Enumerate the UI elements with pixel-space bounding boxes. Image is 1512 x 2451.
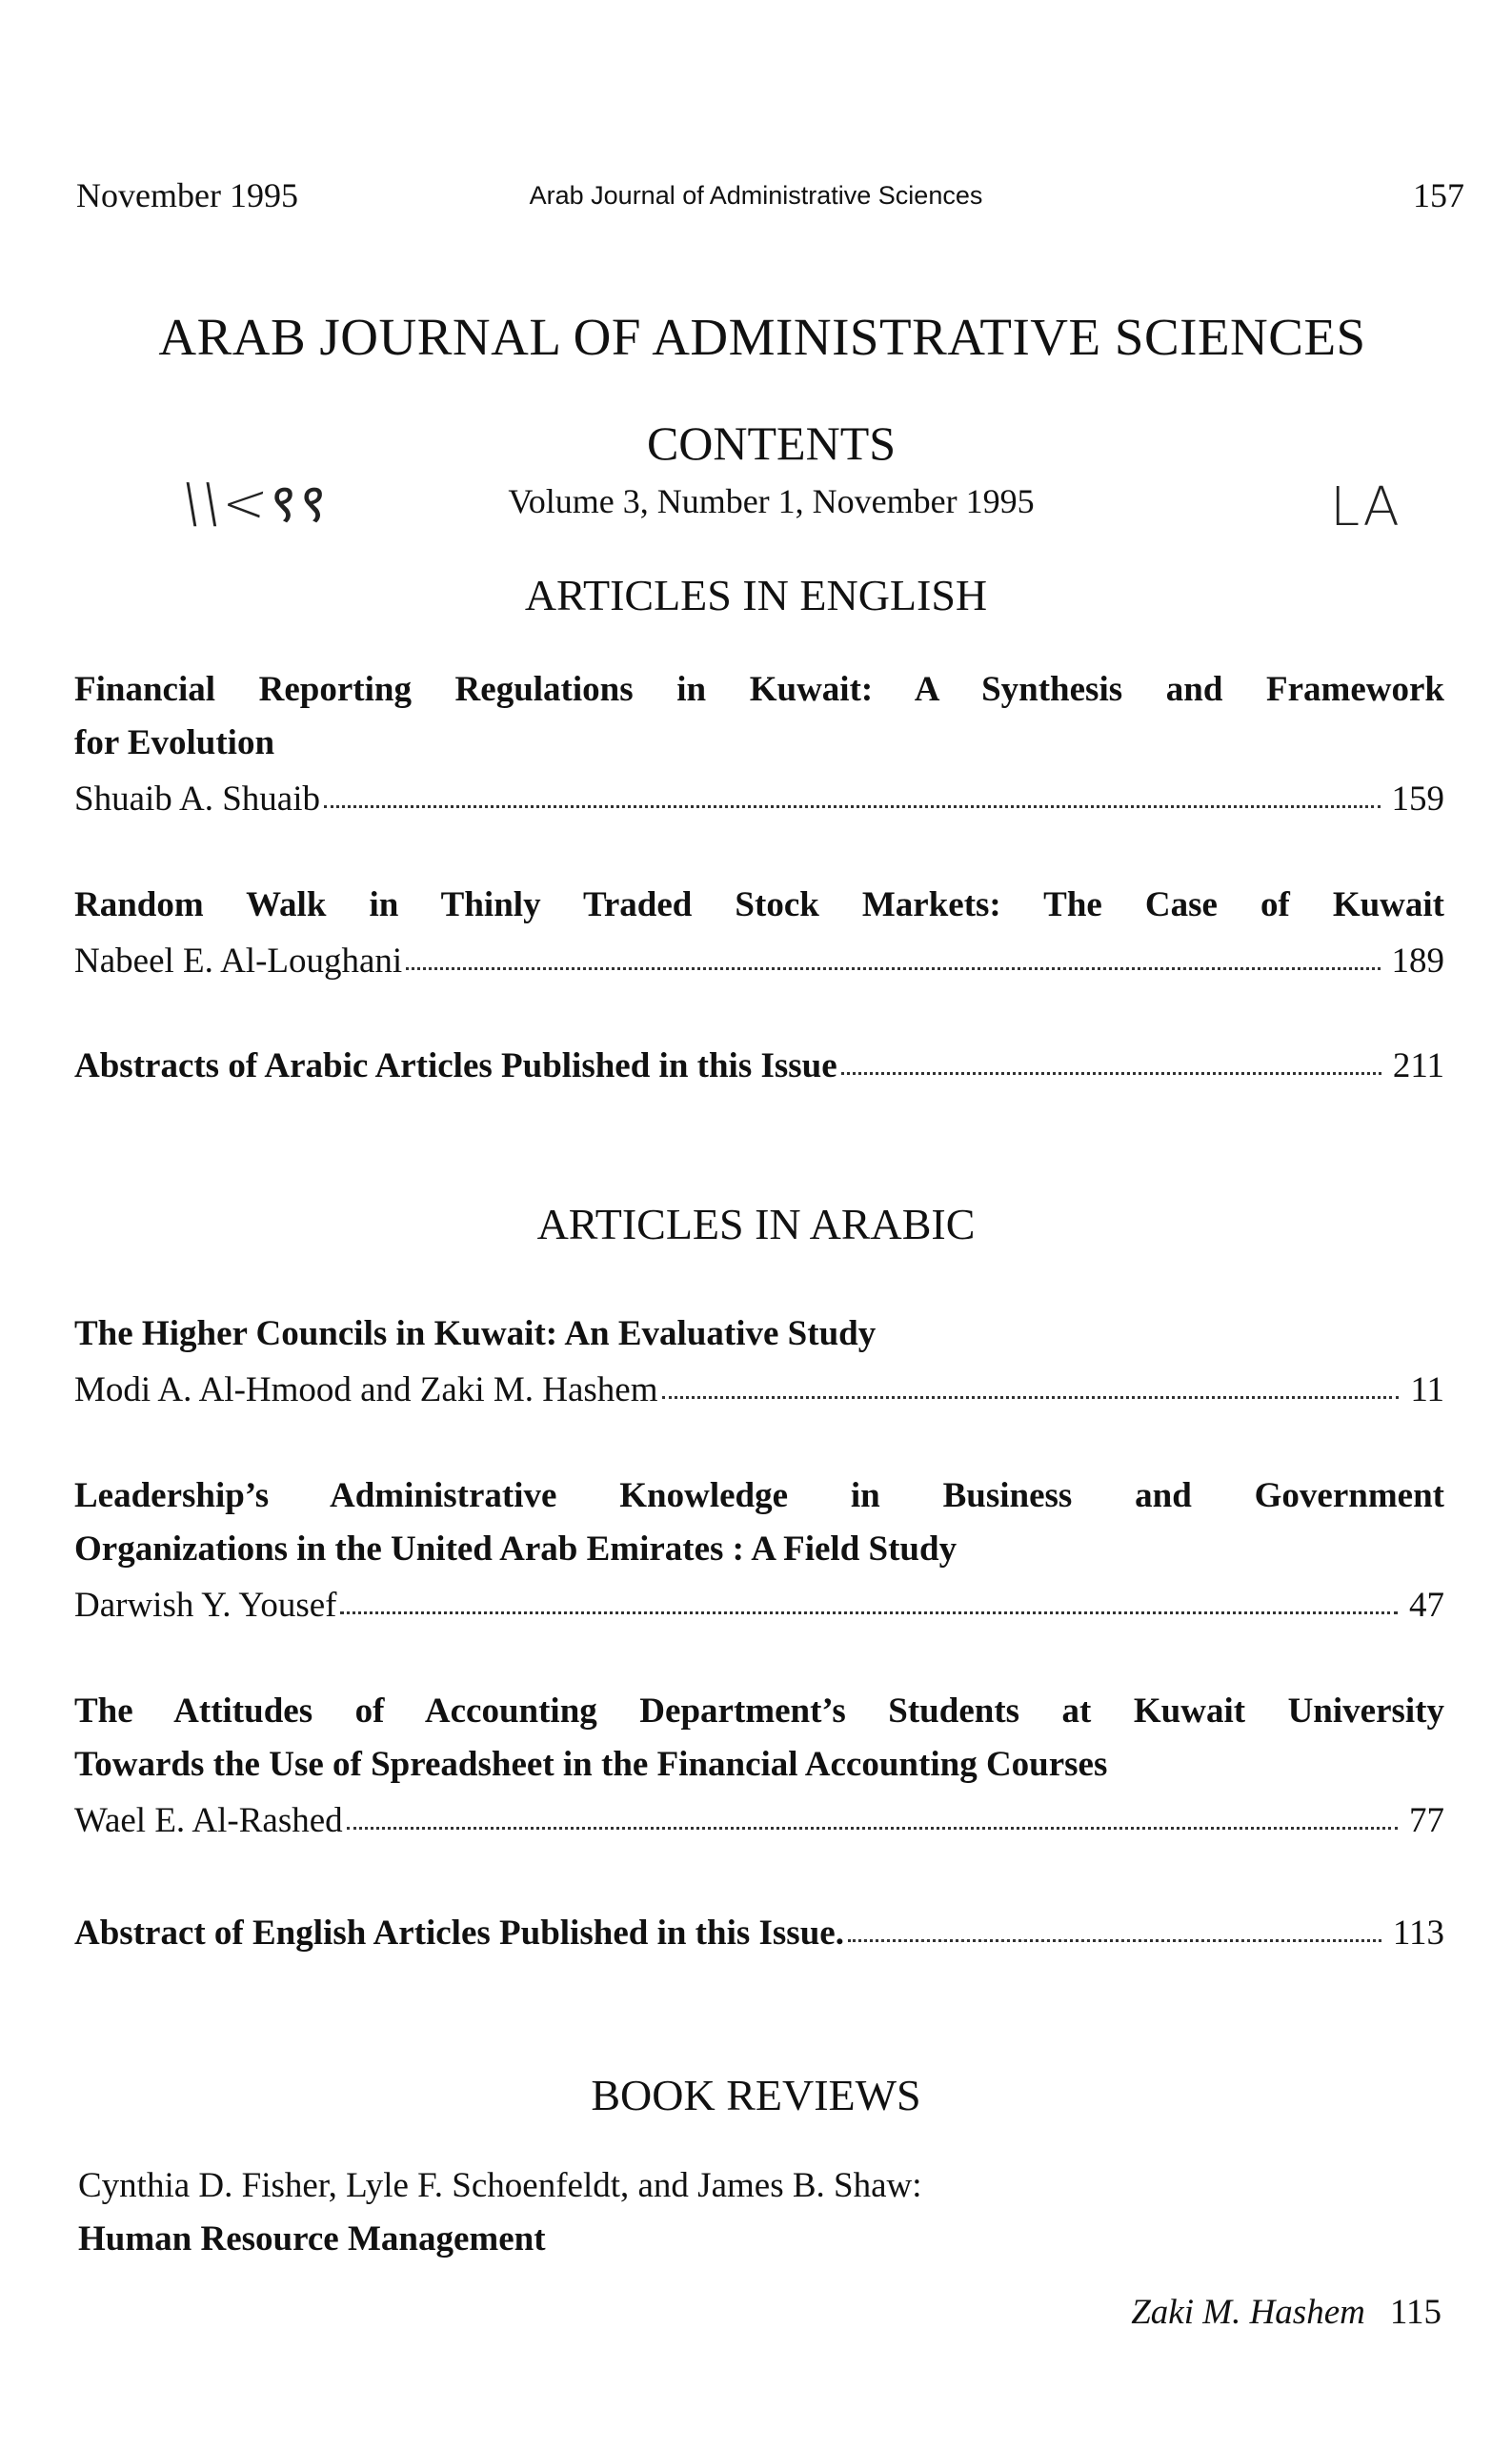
handwritten-annotation-left: \\<९९	[178, 473, 333, 535]
review-page: 115	[1389, 2293, 1441, 2332]
abstracts-label: Abstract of English Articles Published in this Issue.	[74, 1914, 844, 1953]
arabic-article-3	[74, 1685, 1444, 1841]
volume-line: Volume 3, Number 1, November 1995	[508, 482, 1035, 520]
dot-leader	[340, 1611, 1398, 1614]
english-abstracts-entry	[74, 1037, 1444, 1086]
toc-entry-line	[74, 1037, 1444, 1086]
toc-entry-line	[74, 1361, 1444, 1410]
toc-entry-line	[74, 1792, 1444, 1841]
dot-leader	[841, 1072, 1381, 1075]
arabic-article-2	[74, 1469, 1444, 1626]
article-title-line: The Higher Councils in Kuwait: An Evaluative Study	[74, 1314, 877, 1353]
arabic-abstracts-entry	[74, 1904, 1444, 1954]
article-page: 47	[1409, 1586, 1444, 1625]
english-article-2	[74, 879, 1444, 982]
article-author: Shuaib A. Shuaib	[74, 780, 320, 819]
article-title-line: Organizations in the United Arab Emirates : A Field Study	[74, 1529, 958, 1569]
journal-title: ARAB JOURNAL OF ADMINISTRATIVE SCIENCES	[158, 308, 1366, 366]
toc-entry-line	[74, 1904, 1444, 1954]
header-journal-name: Arab Journal of Administrative Sciences	[529, 181, 983, 210]
arabic-article-1	[74, 1307, 1444, 1410]
toc-entry-line	[74, 932, 1444, 982]
contents-heading: CONTENTS	[646, 416, 897, 470]
reviewer-name: Zaki M. Hashem	[1131, 2293, 1365, 2332]
article-title-line: The Attitudes of Accounting Department’s Students at Kuwait University	[74, 1691, 1444, 1731]
header-date: November 1995	[76, 176, 298, 214]
section-heading-book-reviews: BOOK REVIEWS	[591, 2071, 921, 2119]
section-heading-arabic: ARTICLES IN ARABIC	[536, 1200, 976, 1248]
abstracts-label: Abstracts of Arabic Articles Published in this Issue	[74, 1046, 837, 1085]
dot-leader	[662, 1396, 1400, 1399]
article-title-line: Towards the Use of Spreadsheet in the Financial Accounting Courses	[74, 1745, 1108, 1784]
abstracts-page: 113	[1392, 1914, 1444, 1953]
handwritten-annotation-right: LA	[1330, 476, 1401, 538]
abstracts-page: 211	[1392, 1046, 1444, 1085]
toc-entry-line	[74, 770, 1444, 820]
book-title: Human Resource Management	[78, 2219, 546, 2259]
dot-leader	[406, 967, 1380, 970]
article-author: Nabeel E. Al-Loughani	[74, 942, 403, 981]
article-page: 77	[1409, 1801, 1444, 1840]
article-author: Modi A. Al-Hmood and Zaki M. Hashem	[74, 1370, 658, 1409]
reviewer-line	[1131, 2292, 1441, 2333]
article-page: 189	[1391, 942, 1444, 981]
article-title-line: Financial Reporting Regulations in Kuwait: A Synthesis and Framework	[74, 670, 1444, 709]
article-author: Darwish Y. Yousef	[74, 1586, 337, 1625]
header-page-number: 157	[1413, 176, 1464, 214]
dot-leader	[848, 1939, 1381, 1942]
article-page: 159	[1391, 780, 1444, 819]
article-author: Wael E. Al-Rashed	[74, 1801, 343, 1840]
article-title-line: for Evolution	[74, 723, 275, 762]
toc-entry-line	[74, 1576, 1444, 1626]
english-article-1	[74, 663, 1444, 820]
section-heading-english: ARTICLES IN ENGLISH	[524, 571, 988, 619]
dot-leader	[347, 1827, 1398, 1830]
article-title-line: Leadership’s Administrative Knowledge in Business and Government	[74, 1476, 1444, 1515]
dot-leader	[324, 805, 1381, 808]
book-authors: Cynthia D. Fisher, Lyle F. Schoenfeldt, and James B. Shaw:	[78, 2166, 922, 2205]
article-page: 11	[1410, 1370, 1444, 1409]
article-title-line: Random Walk in Thinly Traded Stock Markets: The Case of Kuwait	[74, 885, 1444, 924]
